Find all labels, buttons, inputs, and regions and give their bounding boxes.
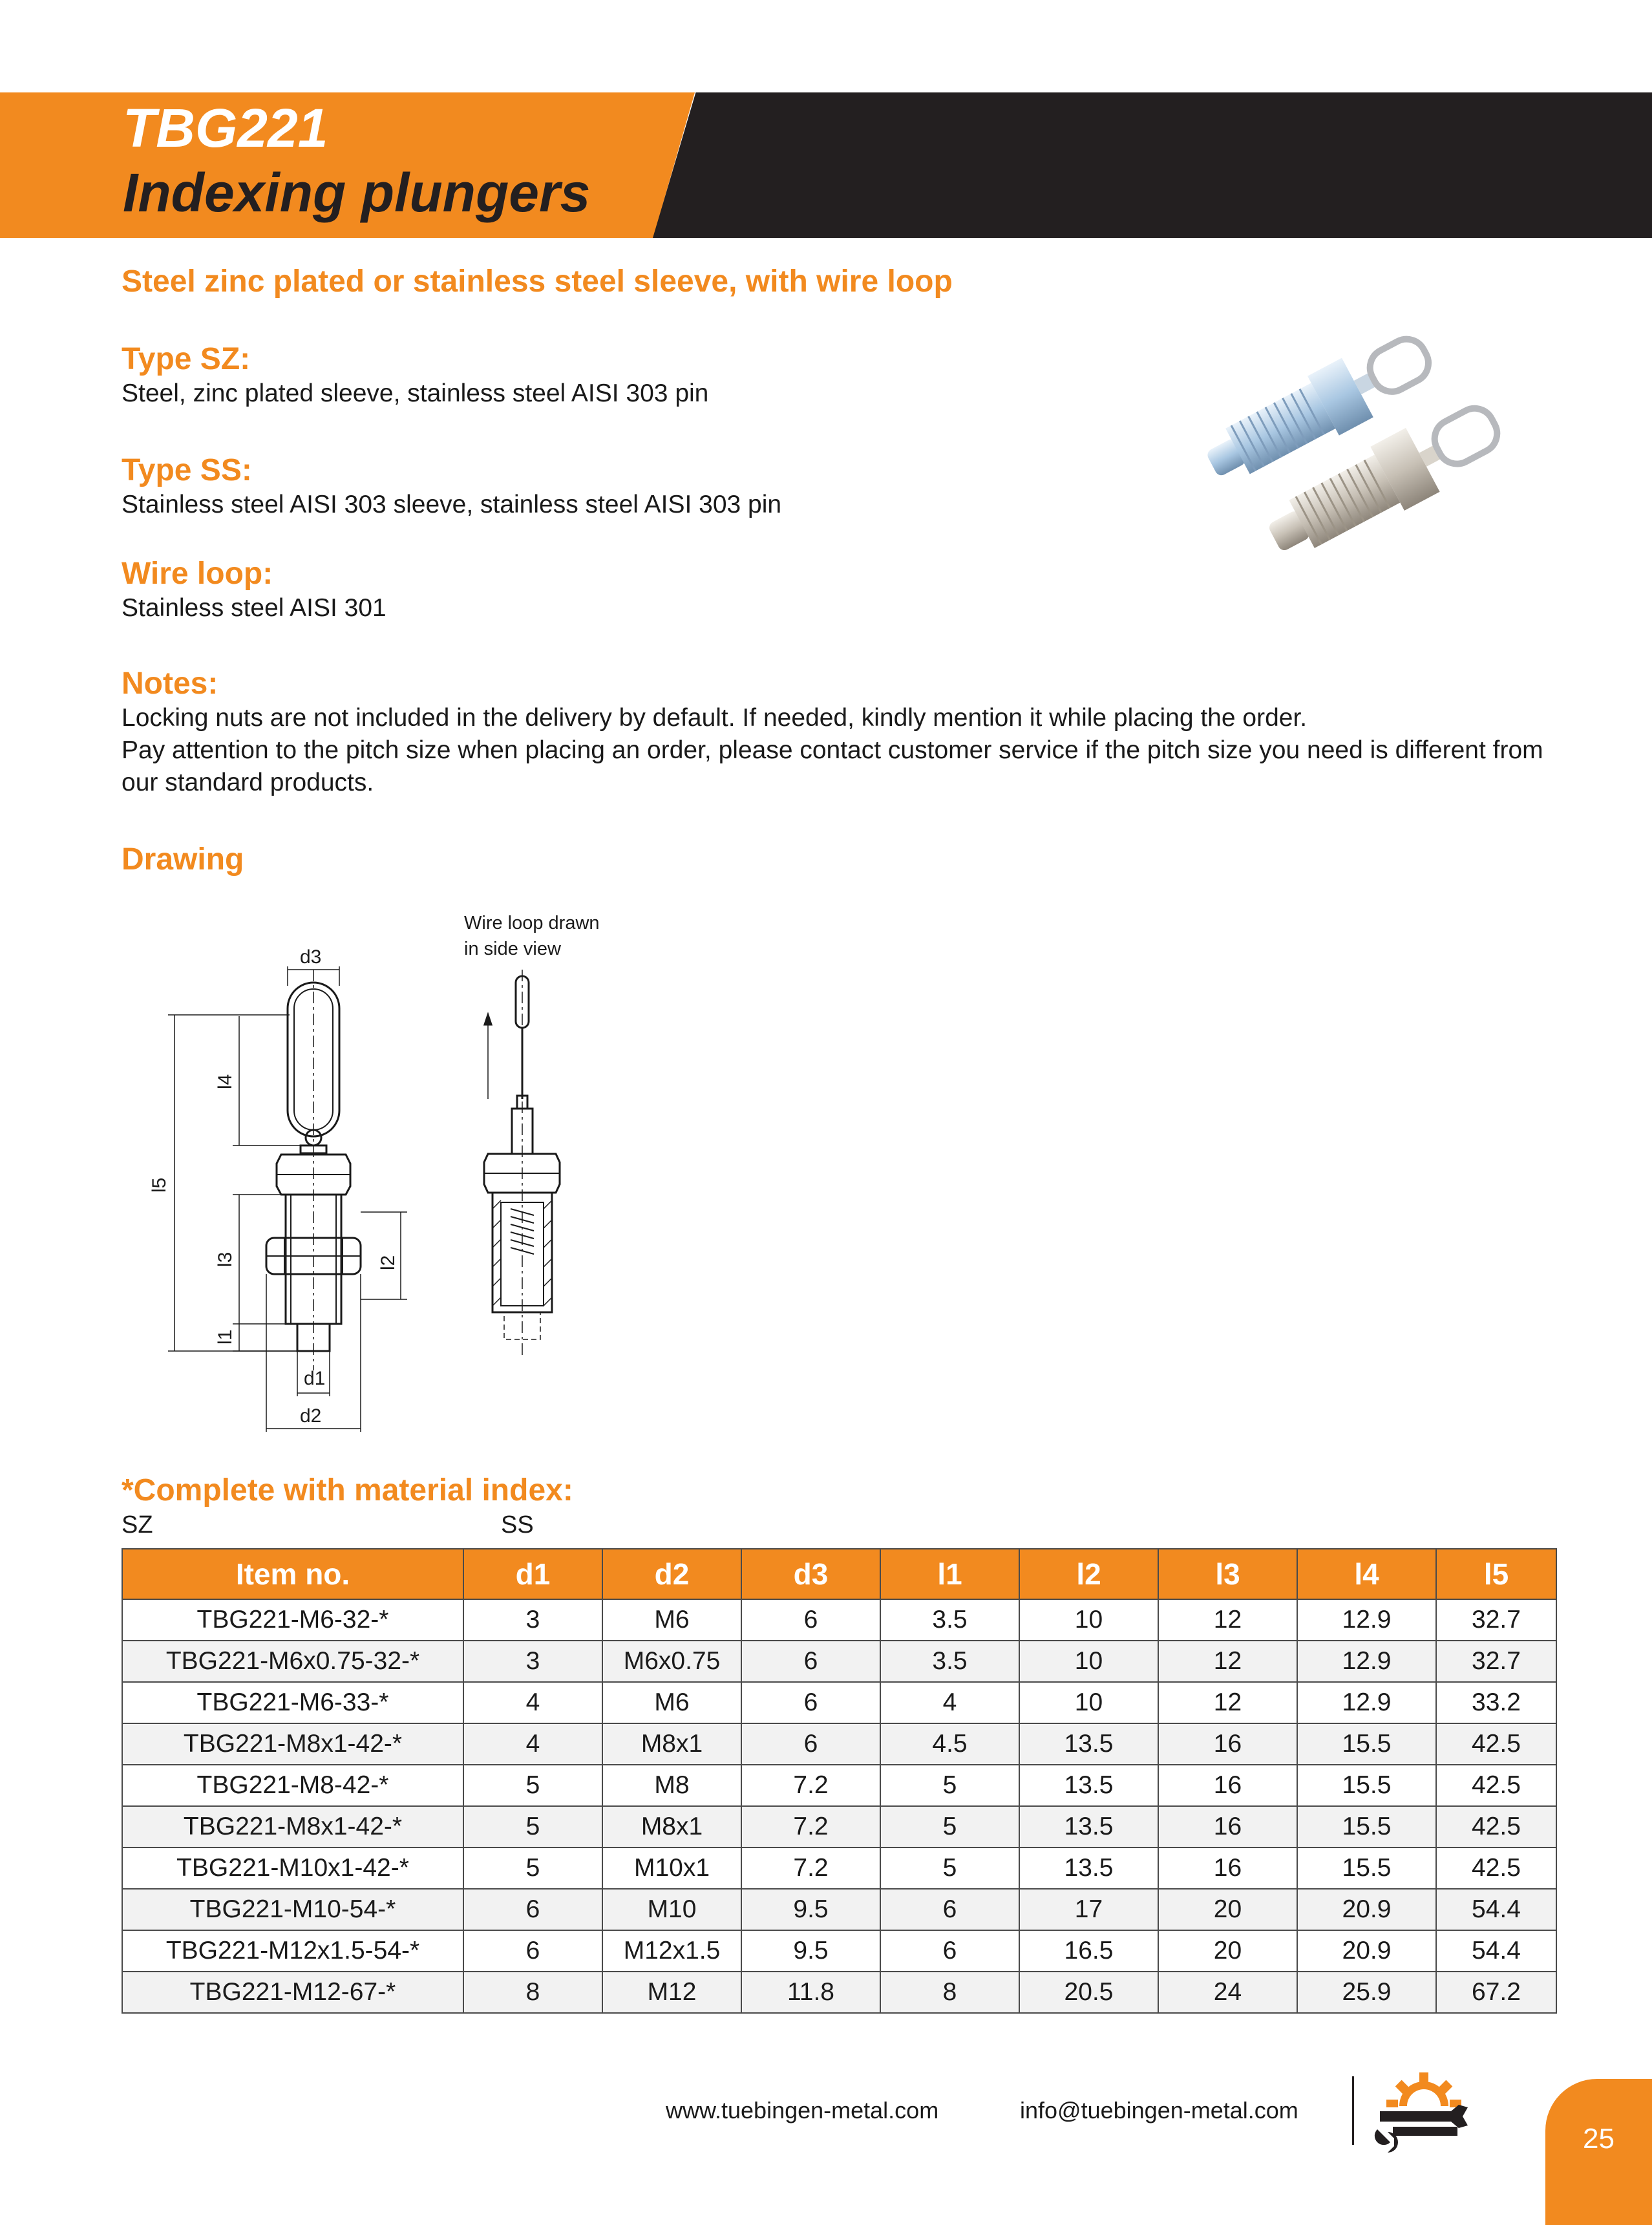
header-l2: l2 [1019, 1549, 1158, 1599]
notes-text [122, 702, 1576, 799]
table-cell: 32.7 [1436, 1599, 1556, 1641]
header-d3: d3 [741, 1549, 880, 1599]
type-ss-text: Stainless steel AISI 303 sleeve, stainless steel AISI 303 pin [122, 491, 782, 518]
table-cell: 3 [463, 1599, 602, 1641]
table-cell: 67.2 [1436, 1972, 1556, 2013]
table-cell: 32.7 [1436, 1641, 1556, 1682]
table-cell: M12 [602, 1972, 741, 2013]
table-cell: 13.5 [1019, 1723, 1158, 1765]
footer-divider [1352, 2076, 1354, 2145]
table-cell: M12x1.5 [602, 1930, 741, 1972]
table-cell: 10 [1019, 1641, 1158, 1682]
spec-table [122, 1548, 1557, 2014]
type-sz-heading: Type SZ: [122, 342, 251, 376]
table-cell: 11.8 [741, 1972, 880, 2013]
table-row [122, 1806, 1556, 1847]
table-cell: 10 [1019, 1682, 1158, 1723]
notes-line-2: Pay attention to the pitch size when placing an order, please contact customer service if the pitch size you need is different from our standard products. [122, 736, 1543, 796]
table-cell: 20.5 [1019, 1972, 1158, 2013]
table-cell: 9.5 [741, 1930, 880, 1972]
material-index-heading: *Complete with material index: [122, 1473, 573, 1507]
table-cell: 16.5 [1019, 1930, 1158, 1972]
dim-label-l3: l3 [215, 1251, 236, 1267]
item-number-cell: TBG221-M8x1-42-* [122, 1806, 463, 1847]
table-cell: 6 [463, 1930, 602, 1972]
table-row [122, 1641, 1556, 1682]
table-cell: 13.5 [1019, 1806, 1158, 1847]
table-cell: 6 [741, 1682, 880, 1723]
notes-line-1: Locking nuts are not included in the delivery by default. If needed, kindly mention it while placing the order. [122, 704, 1308, 732]
type-sz-text: Steel, zinc plated sleeve, stainless steel AISI 303 pin [122, 379, 709, 407]
table-cell: 5 [463, 1806, 602, 1847]
table-cell: M6 [602, 1682, 741, 1723]
table-cell: 42.5 [1436, 1847, 1556, 1889]
table-cell: M10x1 [602, 1847, 741, 1889]
table-cell: 6 [741, 1599, 880, 1641]
header-l1: l1 [880, 1549, 1019, 1599]
wire-note-line-2: in side view [464, 939, 561, 959]
drawing-heading: Drawing [122, 842, 244, 877]
table-cell: 12.9 [1297, 1599, 1436, 1641]
table-cell: 16 [1158, 1723, 1297, 1765]
page-title: Indexing plungers [123, 162, 591, 223]
table-cell: 6 [463, 1889, 602, 1930]
table-row [122, 1972, 1556, 2013]
table-cell: 20 [1158, 1930, 1297, 1972]
table-cell: 25.9 [1297, 1972, 1436, 2013]
table-cell: M6 [602, 1599, 741, 1641]
table-row [122, 1723, 1556, 1765]
table-cell: 5 [463, 1765, 602, 1806]
header-item-no: Item no. [122, 1549, 463, 1599]
side-view [484, 970, 560, 1357]
item-number-cell: TBG221-M10-54-* [122, 1889, 463, 1930]
table-cell: 5 [880, 1847, 1019, 1889]
table-cell: 42.5 [1436, 1723, 1556, 1765]
table-row [122, 1682, 1556, 1723]
table-cell: 6 [880, 1889, 1019, 1930]
table-cell: 13.5 [1019, 1765, 1158, 1806]
table-cell: 20.9 [1297, 1930, 1436, 1972]
table-cell: 17 [1019, 1889, 1158, 1930]
table-cell: 7.2 [741, 1806, 880, 1847]
table-cell: 54.4 [1436, 1889, 1556, 1930]
table-body [122, 1599, 1556, 2013]
item-number-cell: TBG221-M6x0.75-32-* [122, 1641, 463, 1682]
material-label-ss: SS [501, 1511, 534, 1538]
table-row [122, 1765, 1556, 1806]
footer-website[interactable]: www.tuebingen-metal.com [666, 2097, 939, 2124]
front-view [266, 970, 361, 1370]
table-cell: 12 [1158, 1682, 1297, 1723]
table-row [122, 1599, 1556, 1641]
item-number-cell: TBG221-M12-67-* [122, 1972, 463, 2013]
product-photo [1138, 317, 1551, 575]
item-number-cell: TBG221-M8-42-* [122, 1765, 463, 1806]
table-cell: 5 [880, 1765, 1019, 1806]
technical-drawing [142, 905, 633, 1448]
table-row [122, 1847, 1556, 1889]
table-cell: 42.5 [1436, 1765, 1556, 1806]
table-cell: 20.9 [1297, 1889, 1436, 1930]
table-cell: M10 [602, 1889, 741, 1930]
table-cell: 24 [1158, 1972, 1297, 2013]
table-cell: 13.5 [1019, 1847, 1158, 1889]
table-cell: 20 [1158, 1889, 1297, 1930]
table-cell: 16 [1158, 1765, 1297, 1806]
type-ss-heading: Type SS: [122, 453, 252, 487]
table-cell: M8 [602, 1765, 741, 1806]
dim-label-d2: d2 [300, 1405, 322, 1427]
table-cell: 8 [880, 1972, 1019, 2013]
footer-email[interactable]: info@tuebingen-metal.com [1020, 2097, 1298, 2124]
company-logo-icon [1373, 2067, 1470, 2158]
header-dark-band [653, 92, 1652, 238]
table-cell: 54.4 [1436, 1930, 1556, 1972]
table-cell: 12 [1158, 1599, 1297, 1641]
table-cell: 42.5 [1436, 1806, 1556, 1847]
header-l5: l5 [1436, 1549, 1556, 1599]
page-number: 25 [1583, 2123, 1615, 2155]
item-number-cell: TBG221-M8x1-42-* [122, 1723, 463, 1765]
table-cell: 4 [463, 1723, 602, 1765]
header-l4: l4 [1297, 1549, 1436, 1599]
table-row [122, 1889, 1556, 1930]
product-code: TBG221 [123, 98, 328, 158]
table-cell: 16 [1158, 1806, 1297, 1847]
table-cell: 15.5 [1297, 1765, 1436, 1806]
wire-loop-text: Stainless steel AISI 301 [122, 594, 387, 622]
item-number-cell: TBG221-M12x1.5-54-* [122, 1930, 463, 1972]
dim-label-d1: d1 [304, 1368, 326, 1389]
table-cell: 15.5 [1297, 1847, 1436, 1889]
table-cell: 15.5 [1297, 1806, 1436, 1847]
table-cell: 12.9 [1297, 1682, 1436, 1723]
table-header-row [122, 1549, 1556, 1599]
dim-label-l2: l2 [377, 1255, 399, 1270]
table-row [122, 1930, 1556, 1972]
table-cell: 6 [741, 1723, 880, 1765]
header-d2: d2 [602, 1549, 741, 1599]
table-cell: 15.5 [1297, 1723, 1436, 1765]
table-cell: 7.2 [741, 1765, 880, 1806]
wire-note-line-1: Wire loop drawn [464, 913, 600, 933]
table-cell: 3 [463, 1641, 602, 1682]
table-cell: M6x0.75 [602, 1641, 741, 1682]
table-cell: 4.5 [880, 1723, 1019, 1765]
header-d1: d1 [463, 1549, 602, 1599]
item-number-cell: TBG221-M10x1-42-* [122, 1847, 463, 1889]
table-cell: 3.5 [880, 1641, 1019, 1682]
table-cell: 6 [741, 1641, 880, 1682]
dim-label-l5: l5 [149, 1177, 170, 1193]
table-cell: 9.5 [741, 1889, 880, 1930]
table-cell: 12 [1158, 1641, 1297, 1682]
table-cell: 6 [880, 1930, 1019, 1972]
table-cell: 8 [463, 1972, 602, 2013]
item-number-cell: TBG221-M6-32-* [122, 1599, 463, 1641]
table-cell: 4 [880, 1682, 1019, 1723]
table-cell: 3.5 [880, 1599, 1019, 1641]
dim-label-d3: d3 [300, 946, 322, 968]
wire-loop-heading: Wire loop: [122, 557, 273, 591]
material-label-sz: SZ [122, 1511, 153, 1538]
table-cell: 7.2 [741, 1847, 880, 1889]
table-cell: 4 [463, 1682, 602, 1723]
dim-label-l1: l1 [215, 1329, 236, 1345]
table-cell: 10 [1019, 1599, 1158, 1641]
item-number-cell: TBG221-M6-33-* [122, 1682, 463, 1723]
subtitle: Steel zinc plated or stainless steel sleeve, with wire loop [122, 264, 953, 299]
dim-label-l4: l4 [215, 1074, 236, 1089]
table-cell: 5 [880, 1806, 1019, 1847]
table-cell: 12.9 [1297, 1641, 1436, 1682]
notes-heading: Notes: [122, 666, 218, 701]
table-cell: 16 [1158, 1847, 1297, 1889]
table-cell: M8x1 [602, 1723, 741, 1765]
table-cell: 33.2 [1436, 1682, 1556, 1723]
table-cell: M8x1 [602, 1806, 741, 1847]
table-cell: 5 [463, 1847, 602, 1889]
header-l3: l3 [1158, 1549, 1297, 1599]
